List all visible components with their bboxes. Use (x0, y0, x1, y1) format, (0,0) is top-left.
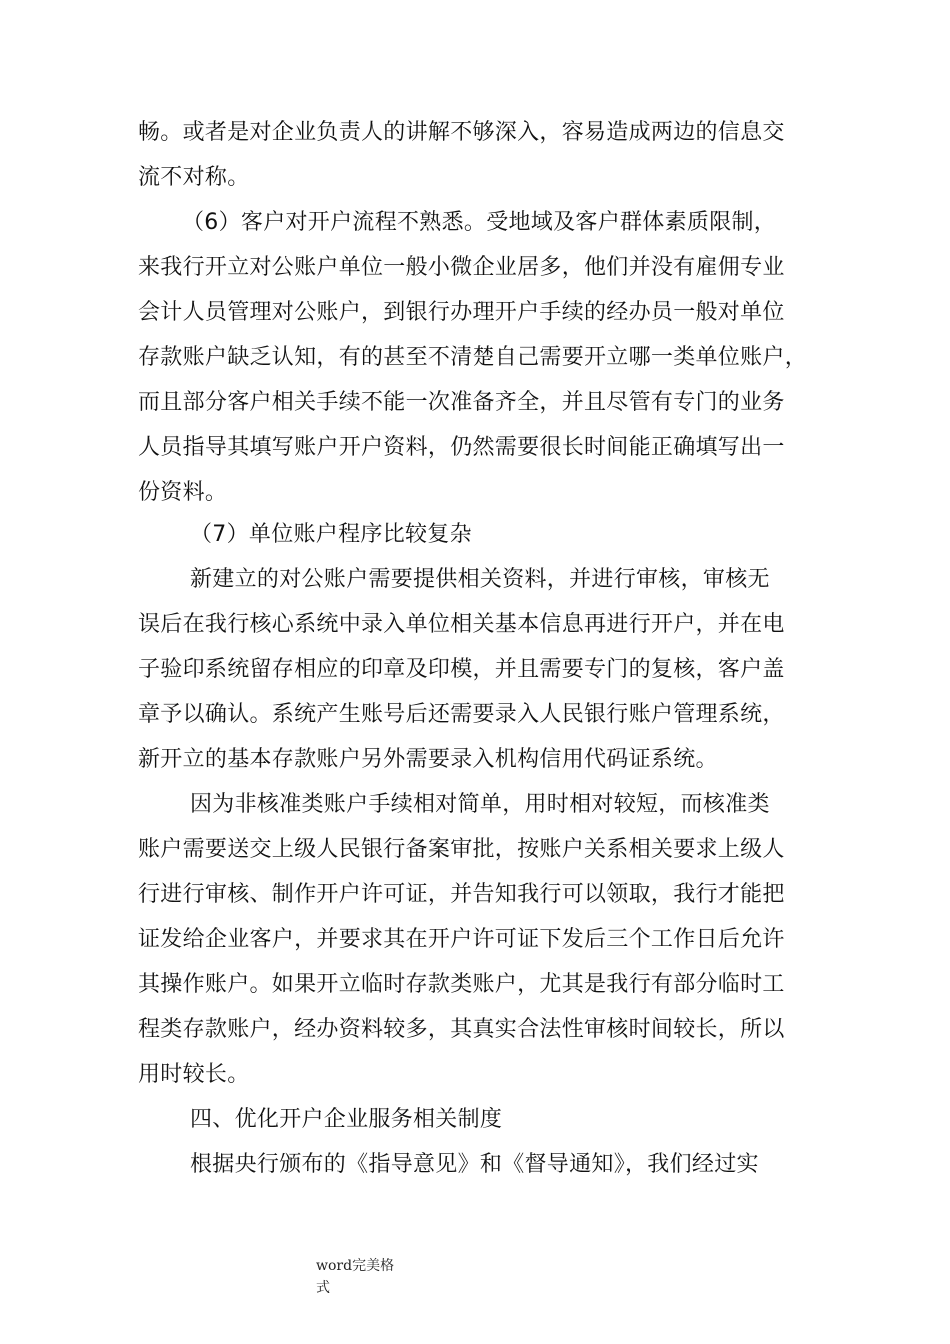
text-line-20: 其操作账户。如果开立临时存款类账户，尤其是我行有部分临时工 (138, 972, 785, 997)
text-line-24: 根据央行颁布的《指导意见》和《督导通知》，我们经过实 (190, 1152, 759, 1177)
text-line-19: 证发给企业客户，并要求其在开户许可证下发后三个工作日后允许 (138, 927, 785, 952)
text-line-3: （6）客户对开户流程不熟悉。受地域及客户群体素质限制， (182, 210, 777, 235)
text-line-16: 因为非核准类账户手续相对简单，用时相对较短，而核准类 (190, 792, 770, 817)
text-line-5: 会计人员管理对公账户，到银行办理开户手续的经办员一般对单位 (138, 300, 785, 325)
footer-line-1: word完美格 (316, 1258, 395, 1274)
text-line-6: 存款账户缺乏认知，有的甚至不清楚自己需要开立哪一类单位账户， (138, 345, 808, 370)
text-line-17: 账户需要送交上级人民银行备案审批，按账户关系相关要求上级人 (138, 837, 785, 862)
section-heading-7: （7）单位账户程序比较复杂 (190, 522, 472, 547)
text-line-1: 畅。或者是对企业负责人的讲解不够深入，容易造成两边的信息交 (138, 120, 785, 145)
text-line-12: 误后在我行核心系统中录入单位相关基本信息再进行开户，并在电 (138, 612, 785, 637)
text-line-21: 程类存款账户，经办资料较多，其真实合法性审核时间较长，所以 (138, 1017, 785, 1042)
text-line-15: 新开立的基本存款账户另外需要录入机构信用代码证系统。 (138, 747, 718, 772)
section-heading-4: 四、优化开户企业服务相关制度 (190, 1107, 503, 1132)
footer-line-2: 式 (316, 1280, 330, 1296)
text-line-11: 新建立的对公账户需要提供相关资料，并进行审核，审核无 (190, 567, 770, 592)
page-footer (316, 1255, 396, 1299)
text-line-8: 人员指导其填写账户开户资料，仍然需要很长时间能正确填写出一 (138, 435, 785, 460)
text-line-9: 份资料。 (138, 480, 228, 505)
text-line-2: 流不对称。 (138, 165, 250, 190)
text-line-22: 用时较长。 (138, 1062, 250, 1087)
text-line-13: 子验印系统留存相应的印章及印模，并且需要专门的复核，客户盖 (138, 657, 785, 682)
text-line-7: 而且部分客户相关手续不能一次准备齐全，并且尽管有专门的业务 (138, 390, 785, 415)
text-line-14: 章予以确认。系统产生账号后还需要录入人民银行账户管理系统， (138, 702, 785, 727)
text-line-4: 来我行开立对公账户单位一般小微企业居多，他们并没有雇佣专业 (138, 255, 785, 280)
text-line-18: 行进行审核、制作开户许可证，并告知我行可以领取，我行才能把 (138, 882, 785, 907)
